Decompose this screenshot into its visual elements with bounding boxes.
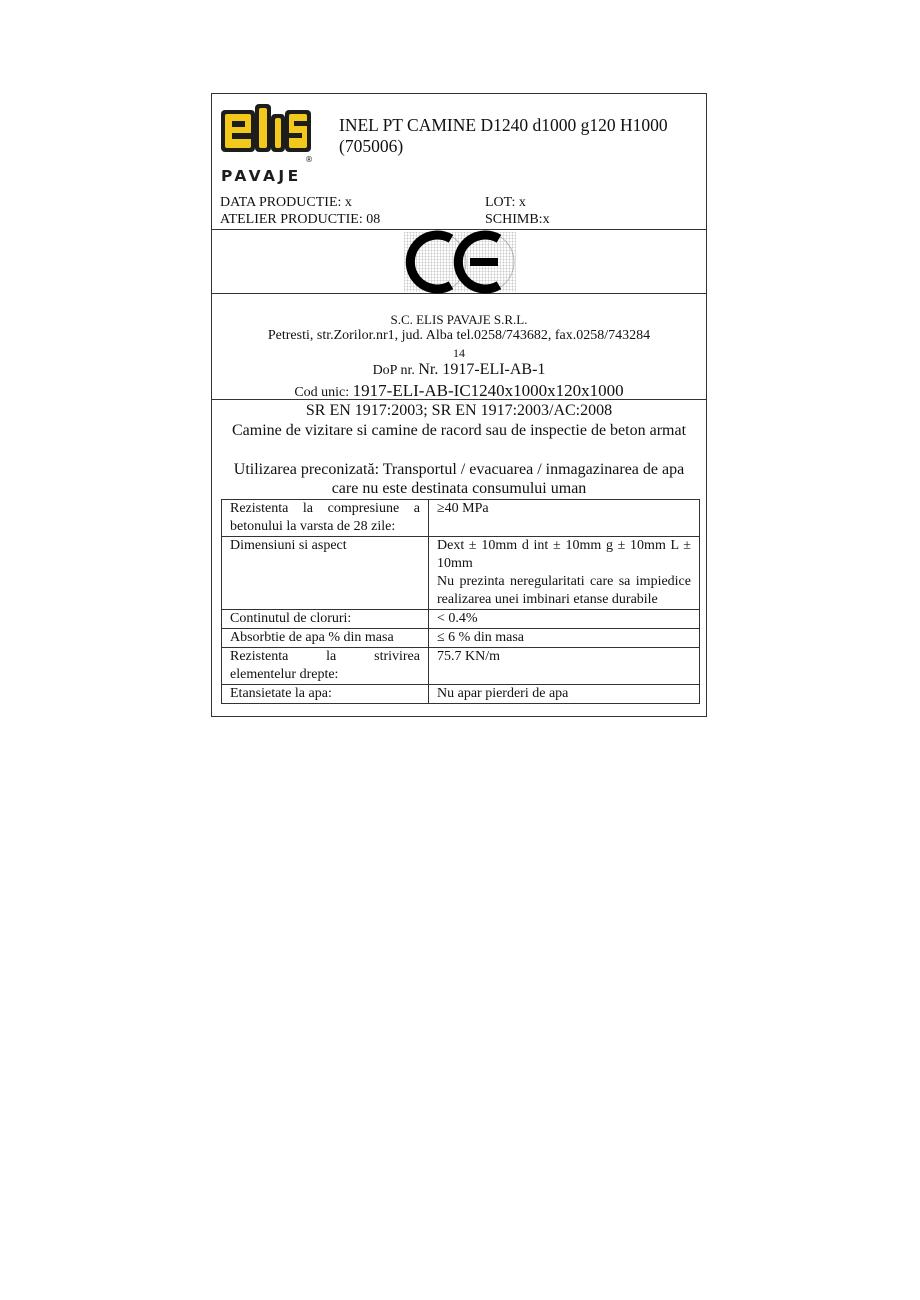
property-name: Rezistenta la compresiune a betonului la varsta de 28 zile: [222, 500, 429, 537]
elis-pavaje-logo [220, 104, 312, 184]
cod-prefix: Cod unic: [294, 385, 353, 400]
registered-mark: ® [305, 155, 313, 164]
property-value: Nu apar pierderi de apa [429, 685, 700, 704]
company-address: Petresti, str.Zorilor.nr1, jud. Alba tel.0258/743682, fax.0258/743284 [267, 328, 651, 343]
production-lot: LOT: x [485, 195, 526, 210]
dop-prefix: DoP nr. [372, 363, 419, 378]
company-section [212, 294, 706, 400]
label-header [212, 94, 706, 230]
property-name: Continutul de cloruri: [222, 610, 429, 629]
property-name: Absorbtie de apa % din masa [222, 629, 429, 648]
property-name: Etansietate la apa: [222, 685, 429, 704]
product-title: INEL PT CAMINE D1240 d1000 g120 H1000 (705006) [339, 115, 668, 156]
property-name: Rezistenta la strivirea elementelur drepte: [222, 648, 429, 685]
dimension-tolerances: Dext ± 10mm d int ± 10mm g ± 10mm L ± 10mm [437, 538, 691, 571]
property-value: < 0.4% [429, 610, 700, 629]
dop-number [212, 361, 706, 380]
property-value: ≥40 MPa [429, 500, 700, 537]
table-row [222, 648, 700, 685]
production-date: DATA PRODUCTIE: x [220, 195, 352, 210]
property-value: 75.7 KN/m [429, 648, 700, 685]
production-workshop: ATELIER PRODUCTIE: 08 [220, 212, 381, 227]
production-shift: SCHIMB:x [485, 212, 550, 227]
ce-mark-icon [404, 232, 516, 292]
properties-table [221, 499, 700, 704]
standard-norm: SR EN 1917:2003; SR EN 1917:2003/AC:2008 [305, 402, 613, 419]
certification-year: 14 [453, 346, 465, 360]
logo-subtext: PAVAJE [221, 167, 302, 185]
table-row [222, 610, 700, 629]
table-row [222, 685, 700, 704]
standard-section [212, 400, 706, 498]
table-row [222, 629, 700, 648]
property-value: ≤ 6 % din masa [429, 629, 700, 648]
property-name: Dimensiuni si aspect [222, 537, 429, 610]
company-name: S.C. ELIS PAVAJE S.R.L. [390, 312, 528, 327]
intended-use: Utilizarea preconizată: Transportul / evacuarea / inmagazinarea de apa care nu este destinata consumului uman [233, 461, 685, 497]
table-row [222, 500, 700, 537]
product-label [211, 93, 707, 717]
unique-code [212, 381, 706, 402]
cod-value: 1917-ELI-AB-IC1240x1000x120x1000 [352, 381, 624, 400]
table-row [222, 537, 700, 610]
dop-value: Nr. 1917-ELI-AB-1 [418, 361, 546, 378]
property-value [429, 537, 700, 610]
product-description: Camine de vizitare si camine de racord sau de inspectie de beton armat [231, 422, 687, 439]
aspect-note: Nu prezinta neregularitati care sa impiedice realizarea unei imbinari etanse durabile [437, 574, 691, 607]
ce-section [212, 230, 706, 294]
